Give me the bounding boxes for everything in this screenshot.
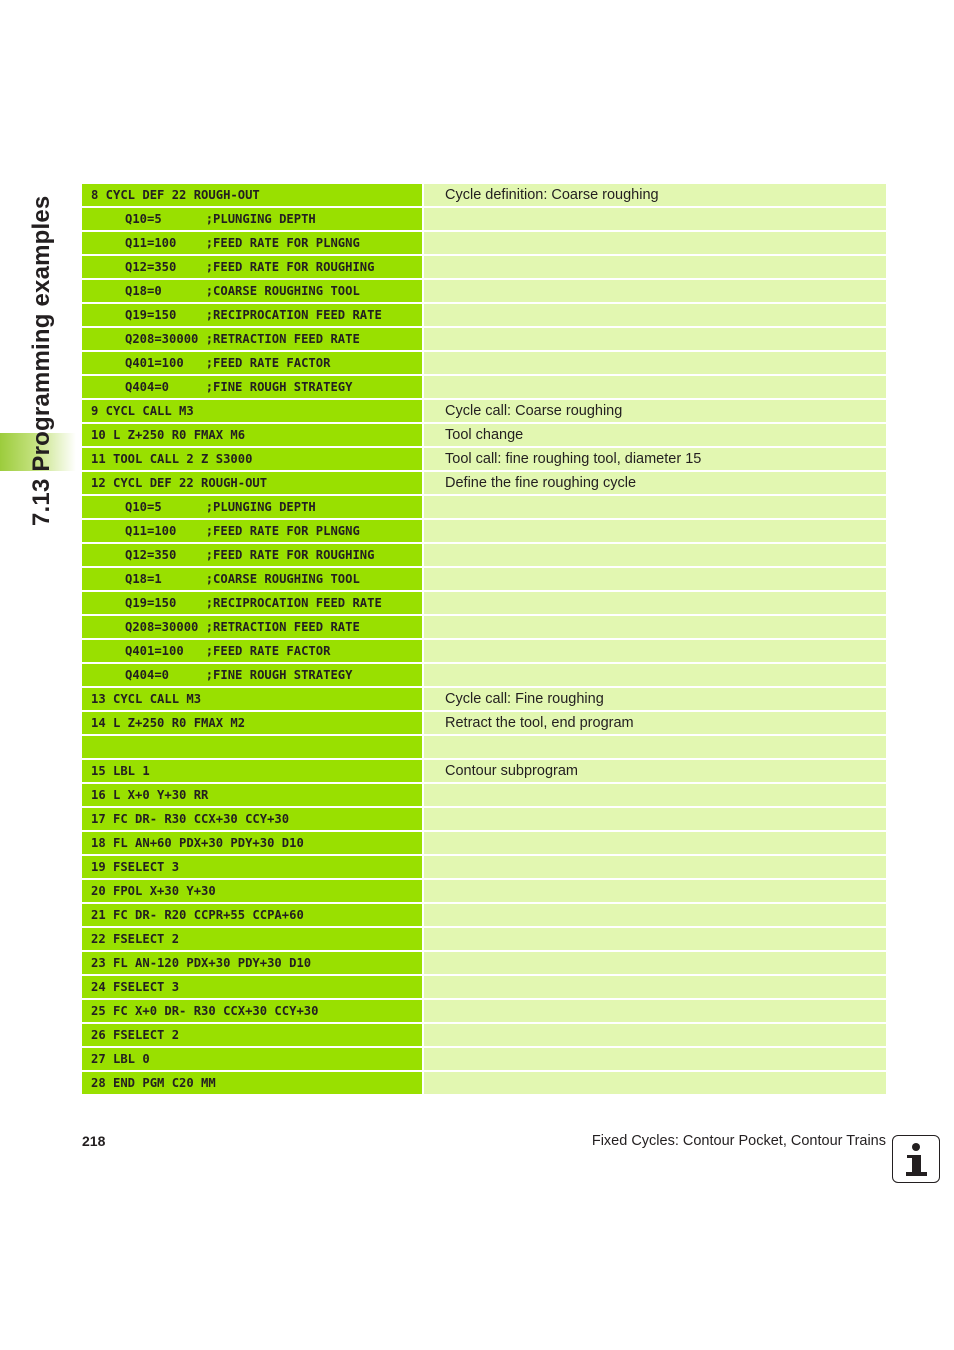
table-row (82, 712, 886, 734)
nc-code-cell: Q404=0 ;FINE ROUGH STRATEGY (82, 664, 422, 686)
table-row (82, 376, 886, 398)
nc-code-cell: Q19=150 ;RECIPROCATION FEED RATE (82, 304, 422, 326)
comment-cell: Cycle call: Coarse roughing (424, 400, 886, 422)
comment-cell (424, 328, 886, 350)
comment-cell (424, 784, 886, 806)
table-row (82, 328, 886, 350)
comment-cell (424, 1048, 886, 1070)
nc-code-cell: 25 FC X+0 DR- R30 CCX+30 CCY+30 (82, 1000, 422, 1022)
table-row (82, 664, 886, 686)
nc-code-cell: 8 CYCL DEF 22 ROUGH-OUT (82, 184, 422, 206)
nc-code-cell: Q11=100 ;FEED RATE FOR PLNGNG (82, 232, 422, 254)
table-row (82, 184, 886, 206)
table-row (82, 880, 886, 902)
comment-cell (424, 352, 886, 374)
table-row (82, 1000, 886, 1022)
table-row (82, 304, 886, 326)
nc-code-cell: 23 FL AN-120 PDX+30 PDY+30 D10 (82, 952, 422, 974)
comment-cell (424, 232, 886, 254)
comment-cell (424, 856, 886, 878)
comment-cell (424, 568, 886, 590)
nc-code-cell: 26 FSELECT 2 (82, 1024, 422, 1046)
comment-cell (424, 280, 886, 302)
table-row (82, 544, 886, 566)
nc-code-cell: 15 LBL 1 (82, 760, 422, 782)
nc-code-cell: 17 FC DR- R30 CCX+30 CCY+30 (82, 808, 422, 830)
table-row (82, 616, 886, 638)
nc-code-cell: Q404=0 ;FINE ROUGH STRATEGY (82, 376, 422, 398)
comment-cell (424, 496, 886, 518)
program-listing-table (82, 184, 886, 1094)
nc-code-cell: Q401=100 ;FEED RATE FACTOR (82, 640, 422, 662)
table-row (82, 904, 886, 926)
table-row (82, 472, 886, 494)
comment-cell (424, 304, 886, 326)
table-row (82, 976, 886, 998)
comment-cell: Contour subprogram (424, 760, 886, 782)
comment-cell (424, 256, 886, 278)
table-row (82, 256, 886, 278)
nc-code-cell: Q12=350 ;FEED RATE FOR ROUGHING (82, 544, 422, 566)
nc-code-cell: 19 FSELECT 3 (82, 856, 422, 878)
comment-cell (424, 1000, 886, 1022)
nc-code-cell: Q401=100 ;FEED RATE FACTOR (82, 352, 422, 374)
comment-cell (424, 1024, 886, 1046)
nc-code-cell: 24 FSELECT 3 (82, 976, 422, 998)
comment-cell (424, 808, 886, 830)
comment-cell (424, 208, 886, 230)
page-number: 218 (82, 1133, 106, 1149)
table-row (82, 1048, 886, 1070)
comment-cell (424, 952, 886, 974)
table-row (82, 592, 886, 614)
comment-cell (424, 592, 886, 614)
comment-cell (424, 976, 886, 998)
comment-cell: Tool change (424, 424, 886, 446)
comment-cell: Cycle definition: Coarse roughing (424, 184, 886, 206)
comment-cell: Tool call: fine roughing tool, diameter 15 (424, 448, 886, 470)
nc-code-cell: 20 FPOL X+30 Y+30 (82, 880, 422, 902)
table-row (82, 400, 886, 422)
nc-code-cell: 27 LBL 0 (82, 1048, 422, 1070)
nc-code-cell: 16 L X+0 Y+30 RR (82, 784, 422, 806)
table-row (82, 232, 886, 254)
table-row (82, 640, 886, 662)
table-row (82, 1072, 886, 1094)
table-row (82, 736, 886, 758)
nc-code-cell: 22 FSELECT 2 (82, 928, 422, 950)
nc-code-cell: 18 FL AN+60 PDX+30 PDY+30 D10 (82, 832, 422, 854)
comment-cell: Retract the tool, end program (424, 712, 886, 734)
nc-code-cell: Q11=100 ;FEED RATE FOR PLNGNG (82, 520, 422, 542)
table-row (82, 688, 886, 710)
section-title: 7.13 Programming examples (28, 195, 55, 526)
table-row (82, 784, 886, 806)
table-row (82, 520, 886, 542)
nc-code-cell: 10 L Z+250 R0 FMAX M6 (82, 424, 422, 446)
comment-cell (424, 616, 886, 638)
table-row (82, 952, 886, 974)
comment-cell (424, 904, 886, 926)
table-row (82, 832, 886, 854)
table-row (82, 208, 886, 230)
table-row (82, 928, 886, 950)
table-row (82, 448, 886, 470)
table-row (82, 1024, 886, 1046)
comment-cell (424, 736, 886, 758)
nc-code-cell: Q10=5 ;PLUNGING DEPTH (82, 208, 422, 230)
comment-cell: Define the fine roughing cycle (424, 472, 886, 494)
table-row (82, 856, 886, 878)
chapter-title: Fixed Cycles: Contour Pocket, Contour Trains (591, 1133, 886, 1149)
nc-code-cell: 9 CYCL CALL M3 (82, 400, 422, 422)
nc-code-cell: 12 CYCL DEF 22 ROUGH-OUT (82, 472, 422, 494)
table-row (82, 280, 886, 302)
info-icon (892, 1135, 940, 1183)
nc-code-cell: Q208=30000 ;RETRACTION FEED RATE (82, 328, 422, 350)
nc-code-cell (82, 736, 422, 758)
nc-code-cell: 11 TOOL CALL 2 Z S3000 (82, 448, 422, 470)
comment-cell (424, 832, 886, 854)
comment-cell (424, 1072, 886, 1094)
comment-cell (424, 544, 886, 566)
table-row (82, 496, 886, 518)
nc-code-cell: Q18=0 ;COARSE ROUGHING TOOL (82, 280, 422, 302)
comment-cell (424, 664, 886, 686)
table-row (82, 568, 886, 590)
nc-code-cell: Q12=350 ;FEED RATE FOR ROUGHING (82, 256, 422, 278)
comment-cell (424, 520, 886, 542)
nc-code-cell: Q208=30000 ;RETRACTION FEED RATE (82, 616, 422, 638)
nc-code-cell: 14 L Z+250 R0 FMAX M2 (82, 712, 422, 734)
table-row (82, 424, 886, 446)
table-row (82, 808, 886, 830)
nc-code-cell: Q18=1 ;COARSE ROUGHING TOOL (82, 568, 422, 590)
nc-code-cell: Q10=5 ;PLUNGING DEPTH (82, 496, 422, 518)
comment-cell (424, 928, 886, 950)
comment-cell (424, 880, 886, 902)
nc-code-cell: 13 CYCL CALL M3 (82, 688, 422, 710)
comment-cell: Cycle call: Fine roughing (424, 688, 886, 710)
nc-code-cell: 28 END PGM C20 MM (82, 1072, 422, 1094)
table-row (82, 352, 886, 374)
comment-cell (424, 640, 886, 662)
nc-code-cell: Q19=150 ;RECIPROCATION FEED RATE (82, 592, 422, 614)
comment-cell (424, 376, 886, 398)
nc-code-cell: 21 FC DR- R20 CCPR+55 CCPA+60 (82, 904, 422, 926)
table-row (82, 760, 886, 782)
